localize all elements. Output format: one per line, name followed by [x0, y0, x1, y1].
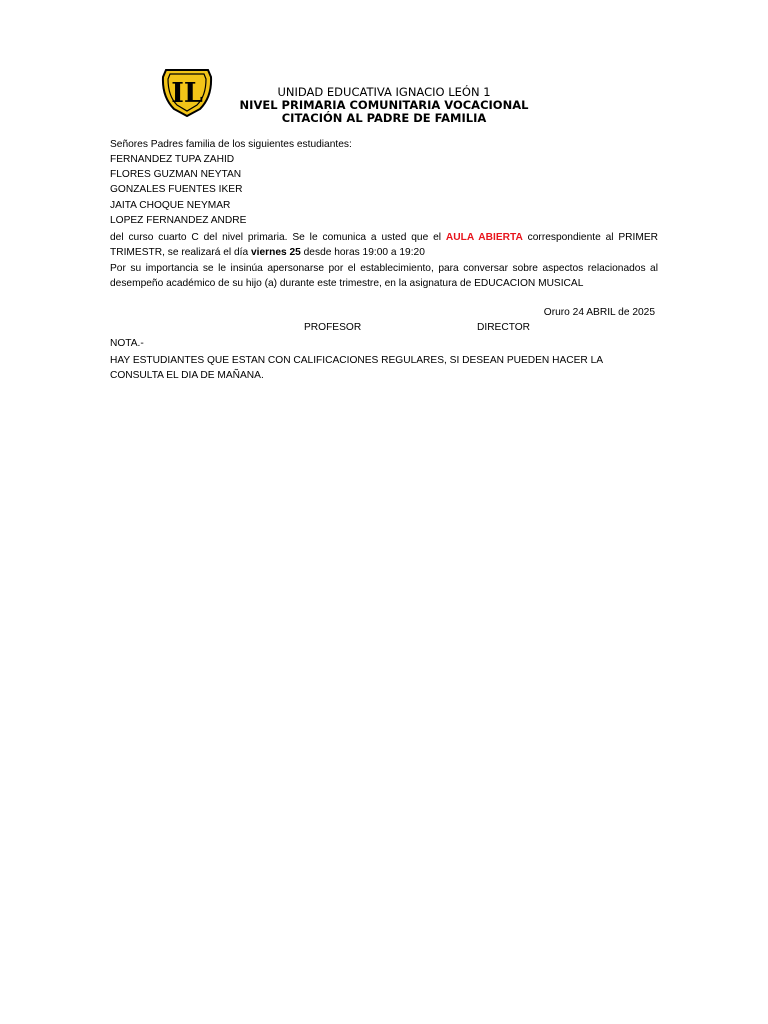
note-label: NOTA.-: [110, 338, 144, 349]
intro-text: Señores Padres familia de los siguientes estudiantes:: [110, 139, 352, 150]
logo-lettering: IL: [171, 78, 203, 109]
student-name: LOPEZ FERNANDEZ ANDRE: [110, 215, 247, 226]
paragraph-text: del curso cuarto C del nivel primaria. Se le comunica a usted que el: [110, 232, 446, 243]
note-text: HAY ESTUDIANTES QUE ESTAN CON CALIFICACIONES REGULARES, SI DESEAN PUEDEN HACER LA CONSULTA EL DIA DE MAÑANA.: [110, 355, 603, 382]
student-name: FLORES GUZMAN NEYTAN: [110, 169, 242, 180]
school-name: UNIDAD EDUCATIVA IGNACIO LEÓN 1: [277, 85, 491, 99]
paragraph-aula-abierta: [110, 230, 658, 261]
teacher-signature-label: PROFESOR: [304, 322, 362, 333]
director-signature-label: DIRECTOR: [477, 322, 531, 333]
paragraph-text: desde horas 19:00 a 19:20: [300, 247, 425, 259]
aula-abierta-highlight: AULA ABIERTA: [445, 232, 523, 243]
paragraph-importance: Por su importancia se le insinúa apersonarse por el establecimiento, para conversar sobre aspectos relacionados al desempeño académico de su hijo (a) durante este trimestre, en la asignatura de EDUCACION MUSICAL: [110, 263, 658, 290]
document-date: Oruro 24 ABRIL de 2025: [543, 307, 655, 318]
meeting-day: viernes 25: [250, 247, 301, 259]
student-name: GONZALES FUENTES IKER: [110, 184, 243, 195]
student-name: FERNANDEZ TUPA ZAHID: [110, 154, 235, 165]
student-name: JAITA CHOQUE NEYMAR: [110, 200, 231, 211]
document-title: CITACIÓN AL PADRE DE FAMILIA: [281, 111, 487, 125]
school-level: NIVEL PRIMARIA COMUNITARIA VOCACIONAL: [239, 98, 529, 112]
paragraph-text: correspondiente al PRIMER TRIMESTR, se realizará el día: [110, 232, 658, 259]
